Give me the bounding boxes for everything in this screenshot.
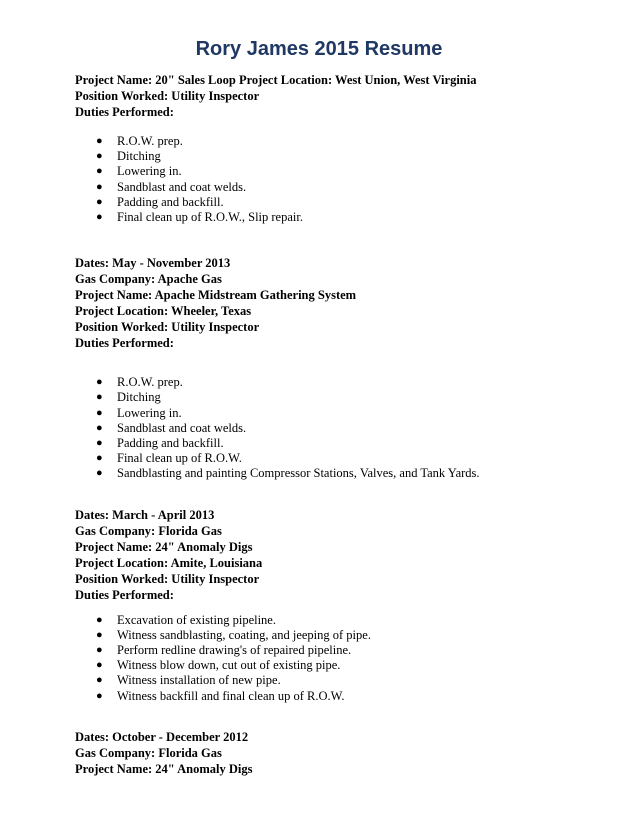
gas-company: Gas Company: Apache Gas xyxy=(75,272,222,287)
bullet-icon: ● xyxy=(96,452,103,465)
project-name: Project Name: Apache Midstream Gathering System xyxy=(75,288,357,303)
bullet-icon: ● xyxy=(96,150,103,163)
dates: Dates: October - December 2012 xyxy=(75,729,249,744)
position-worked: Position Worked: Utility Inspector xyxy=(75,571,260,586)
list-item: ● Ditching xyxy=(96,149,161,164)
list-item: ● Final clean up of R.O.W., Slip repair. xyxy=(96,210,303,225)
list-item: ● R.O.W. prep. xyxy=(96,375,183,390)
job-section xyxy=(75,255,615,481)
duties-list xyxy=(75,134,615,225)
bullet-icon: ● xyxy=(96,467,103,480)
list-item: ● Lowering in. xyxy=(96,164,182,179)
list-item: ● Ditching xyxy=(96,390,161,405)
position-worked: Position Worked: Utility Inspector xyxy=(75,320,260,335)
duties-list xyxy=(75,375,615,481)
list-item: ● Witness installation of new pipe. xyxy=(96,673,281,688)
duties-list xyxy=(75,613,615,704)
project-name: Project Name: 24" Anomaly Digs xyxy=(75,761,253,776)
bullet-icon: ● xyxy=(96,211,103,224)
resume-title: Rory James 2015 Resume xyxy=(195,38,443,60)
list-item: ● Perform redline drawing's of repaired pipeline. xyxy=(96,643,352,658)
bullet-icon: ● xyxy=(96,195,103,208)
gas-company: Gas Company: Florida Gas xyxy=(75,745,222,760)
bullet-icon: ● xyxy=(96,437,103,450)
job-section xyxy=(75,729,615,777)
job-section xyxy=(75,72,615,225)
list-item: ● Sandblast and coat welds. xyxy=(96,179,247,194)
list-item: ● Witness sandblasting, coating, and jeeping of pipe. xyxy=(96,627,371,642)
project-location: Project Location: Wheeler, Texas xyxy=(75,304,252,319)
bullet-icon: ● xyxy=(96,644,103,657)
project-name: Project Name: 24" Anomaly Digs xyxy=(75,539,253,554)
bullet-icon: ● xyxy=(96,613,103,626)
bullet-icon: ● xyxy=(96,628,103,641)
dates: Dates: May - November 2013 xyxy=(75,256,231,271)
bullet-icon: ● xyxy=(96,135,103,147)
list-item: ● Padding and backfill. xyxy=(96,194,224,209)
duties-heading: Duties Performed: xyxy=(75,336,174,351)
resume-content xyxy=(75,72,615,777)
list-item: ● Sandblast and coat welds. xyxy=(96,420,247,435)
list-item: ● Witness backfill and final clean up of R.O.W. xyxy=(96,688,345,703)
bullet-icon: ● xyxy=(96,421,103,434)
bullet-icon: ● xyxy=(96,391,103,404)
bullet-icon: ● xyxy=(96,165,103,178)
bullet-icon: ● xyxy=(96,659,103,672)
list-item: ● Final clean up of R.O.W. xyxy=(96,451,242,466)
dates: Dates: March - April 2013 xyxy=(75,507,215,522)
list-item: ● Sandblasting and painting Compressor Stations, Valves, and Tank Yards. xyxy=(96,466,480,481)
bullet-icon: ● xyxy=(96,180,103,193)
bullet-icon: ● xyxy=(96,689,103,702)
bullet-icon: ● xyxy=(96,376,103,389)
list-item: ● Excavation of existing pipeline. xyxy=(96,612,276,627)
job-section xyxy=(75,507,615,704)
duties-heading: Duties Performed: xyxy=(75,105,174,119)
position-worked: Position Worked: Utility Inspector xyxy=(75,89,260,103)
project-name: Project Name: 20" Sales Loop Project Location: West Union, West Virginia xyxy=(75,73,477,87)
bullet-icon: ● xyxy=(96,406,103,419)
project-location: Project Location: Amite, Louisiana xyxy=(75,555,263,570)
list-item: ● Witness blow down, cut out of existing pipe. xyxy=(96,658,341,673)
list-item: ● Lowering in. xyxy=(96,405,182,420)
list-item: ● R.O.W. prep. xyxy=(96,134,183,148)
list-item: ● Padding and backfill. xyxy=(96,436,224,451)
duties-heading: Duties Performed: xyxy=(75,587,174,602)
gas-company: Gas Company: Florida Gas xyxy=(75,523,222,538)
bullet-icon: ● xyxy=(96,674,103,687)
